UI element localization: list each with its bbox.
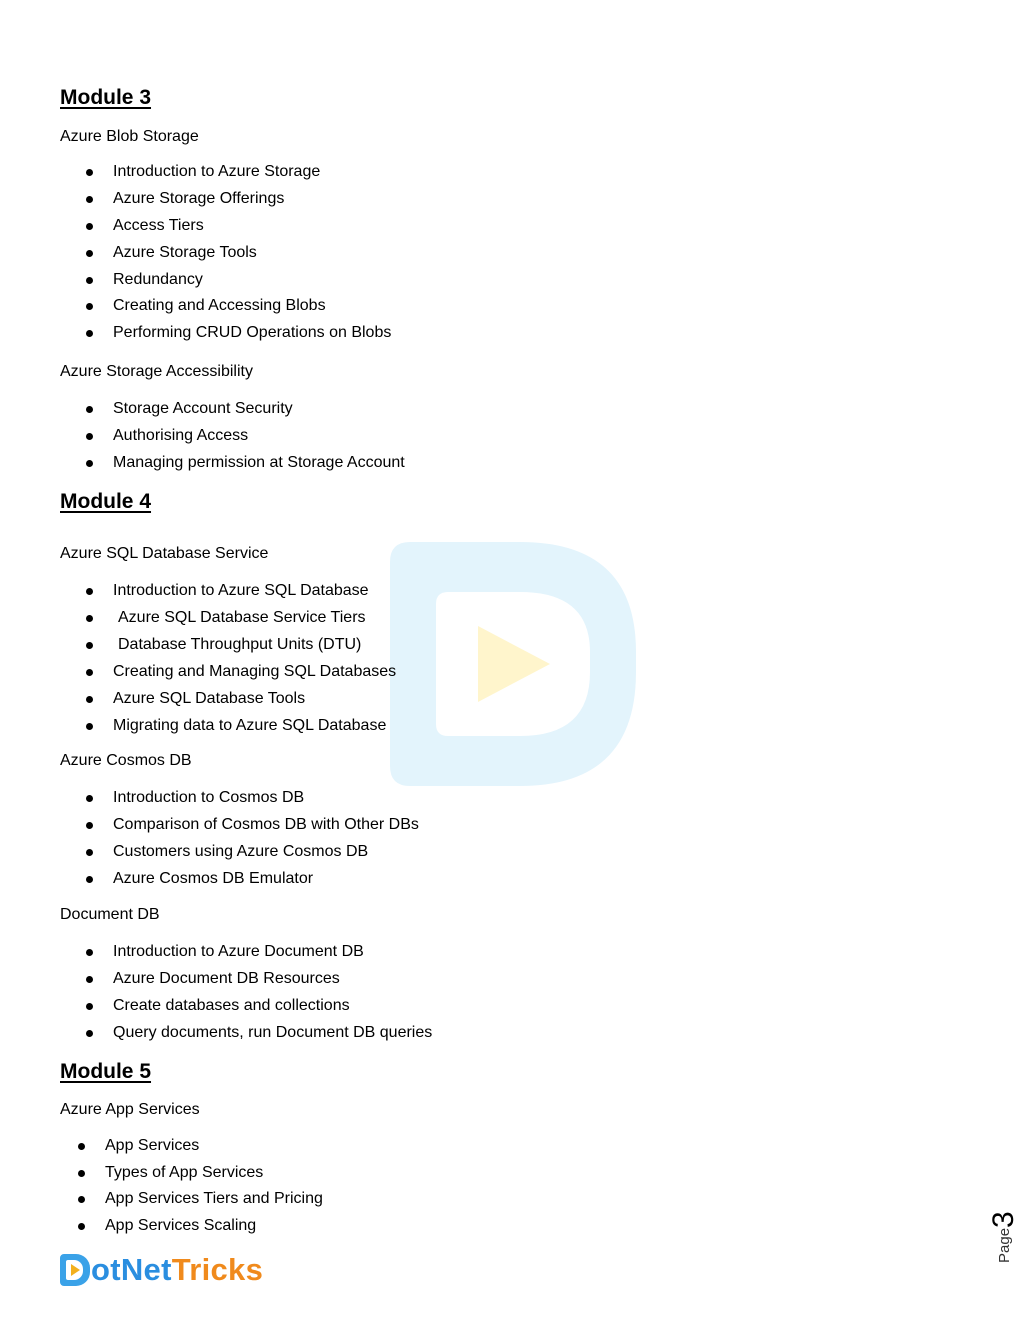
bullet-icon xyxy=(86,588,93,595)
bullet-icon xyxy=(86,330,93,337)
page-number-value: 3 xyxy=(987,1211,1020,1228)
bullet-icon xyxy=(86,795,93,802)
bullet-icon xyxy=(86,949,93,956)
section-azure-sql-database-service: Azure SQL Database Service xyxy=(60,545,269,562)
bullet-icon xyxy=(86,696,93,703)
section-azure-blob-storage: Azure Blob Storage xyxy=(60,128,199,145)
section-document-db: Document DB xyxy=(60,906,160,923)
logo-text-tricks: Tricks xyxy=(171,1252,264,1287)
watermark-logo xyxy=(390,542,636,786)
bullet-icon xyxy=(86,1003,93,1010)
bullet-icon xyxy=(86,406,93,413)
bullet-icon xyxy=(86,277,93,284)
bullet-icon xyxy=(78,1196,85,1203)
bullet-icon xyxy=(86,976,93,983)
bullet-icon xyxy=(86,250,93,257)
bullet-icon xyxy=(86,615,93,622)
section-azure-cosmos-db: Azure Cosmos DB xyxy=(60,752,192,769)
bullet-icon xyxy=(86,223,93,230)
bullet-icon xyxy=(86,669,93,676)
page-number xyxy=(978,1176,1020,1263)
bullet-icon xyxy=(86,1030,93,1037)
bullet-icon xyxy=(86,849,93,856)
bullet-icon xyxy=(86,723,93,730)
bullet-icon xyxy=(86,460,93,467)
logo-text-dotnet: otNet xyxy=(91,1252,172,1287)
module-5-heading: Module 5 xyxy=(60,1060,152,1083)
bullet-icon xyxy=(78,1170,85,1177)
module-3-heading: Module 3 xyxy=(60,86,152,109)
bullet-icon xyxy=(78,1223,85,1230)
page-word: Page xyxy=(996,1227,1013,1263)
bullet-icon xyxy=(86,433,93,440)
bullet-icon xyxy=(86,876,93,883)
module-4-heading: Module 4 xyxy=(60,490,152,513)
bullet-icon xyxy=(86,196,93,203)
bullet-icon xyxy=(86,169,93,176)
section-azure-storage-accessibility: Azure Storage Accessibility xyxy=(60,363,253,380)
dotnettricks-logo xyxy=(60,1252,263,1288)
logo-d-icon xyxy=(60,1254,90,1286)
bullet-icon xyxy=(78,1143,85,1150)
bullet-icon xyxy=(86,303,93,310)
section-azure-app-services: Azure App Services xyxy=(60,1101,200,1118)
bullet-icon xyxy=(86,822,93,829)
bullet-icon xyxy=(86,642,93,649)
